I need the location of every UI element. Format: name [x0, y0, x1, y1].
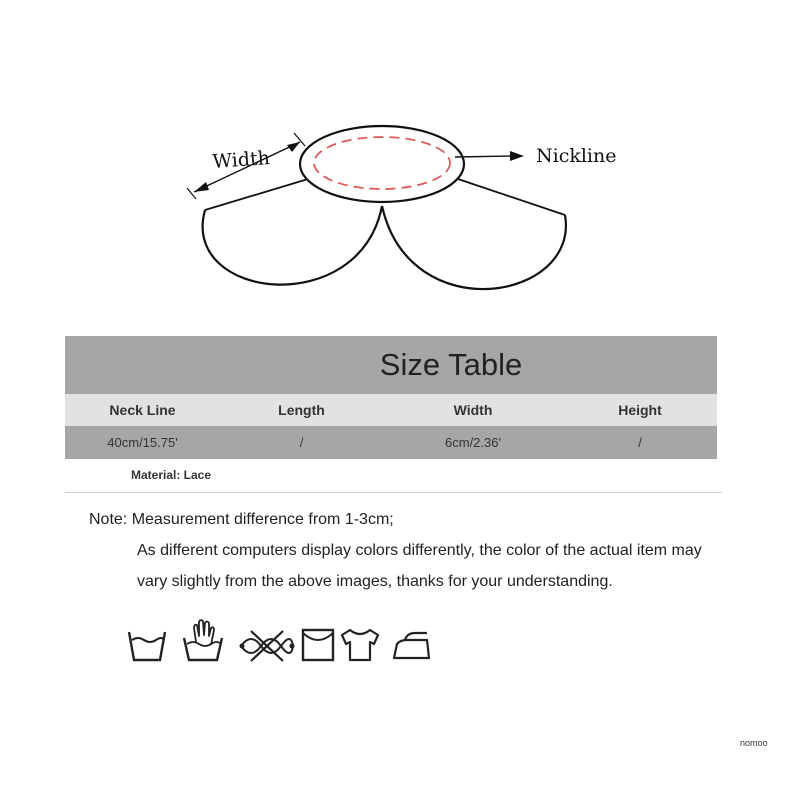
watermark: nomoo — [740, 738, 768, 748]
note-line-2: As different computers display colors differently, the color of the actual item may — [137, 542, 702, 559]
header-neck-line: Neck Line — [109, 402, 176, 418]
size-table-data-row — [65, 426, 717, 459]
note-line-3: vary slightly from the above images, thanks for your understanding. — [137, 573, 613, 590]
header-width: Width — [453, 402, 493, 418]
size-table-header-row — [65, 394, 717, 426]
collar-left-petal — [203, 206, 382, 285]
do-not-twist-icon — [237, 628, 297, 664]
cell-length: / — [299, 435, 304, 450]
width-label: Width — [211, 147, 271, 173]
material-label: Material: Lace — [131, 468, 212, 482]
collar-right-petal — [382, 206, 566, 289]
hand-wash-tub-icon — [126, 628, 168, 664]
size-table-title-bar — [65, 336, 717, 394]
size-table-title: Size Table — [379, 347, 523, 382]
iron-icon — [391, 630, 433, 662]
divider — [65, 492, 722, 493]
cell-height: / — [638, 435, 642, 450]
cell-width: 6cm/2.36' — [445, 435, 501, 450]
note-line-1: Note: Measurement difference from 1-3cm; — [89, 511, 394, 528]
tumble-dry-icon — [300, 627, 336, 663]
collar-diagram — [0, 0, 800, 320]
neckline-label: Nickline — [536, 145, 617, 167]
header-height: Height — [618, 402, 662, 418]
cell-neck-line: 40cm/15.75' — [107, 435, 178, 450]
header-length: Length — [278, 402, 325, 418]
hand-wash-icon — [180, 618, 226, 664]
hang-dry-icon — [338, 626, 382, 664]
